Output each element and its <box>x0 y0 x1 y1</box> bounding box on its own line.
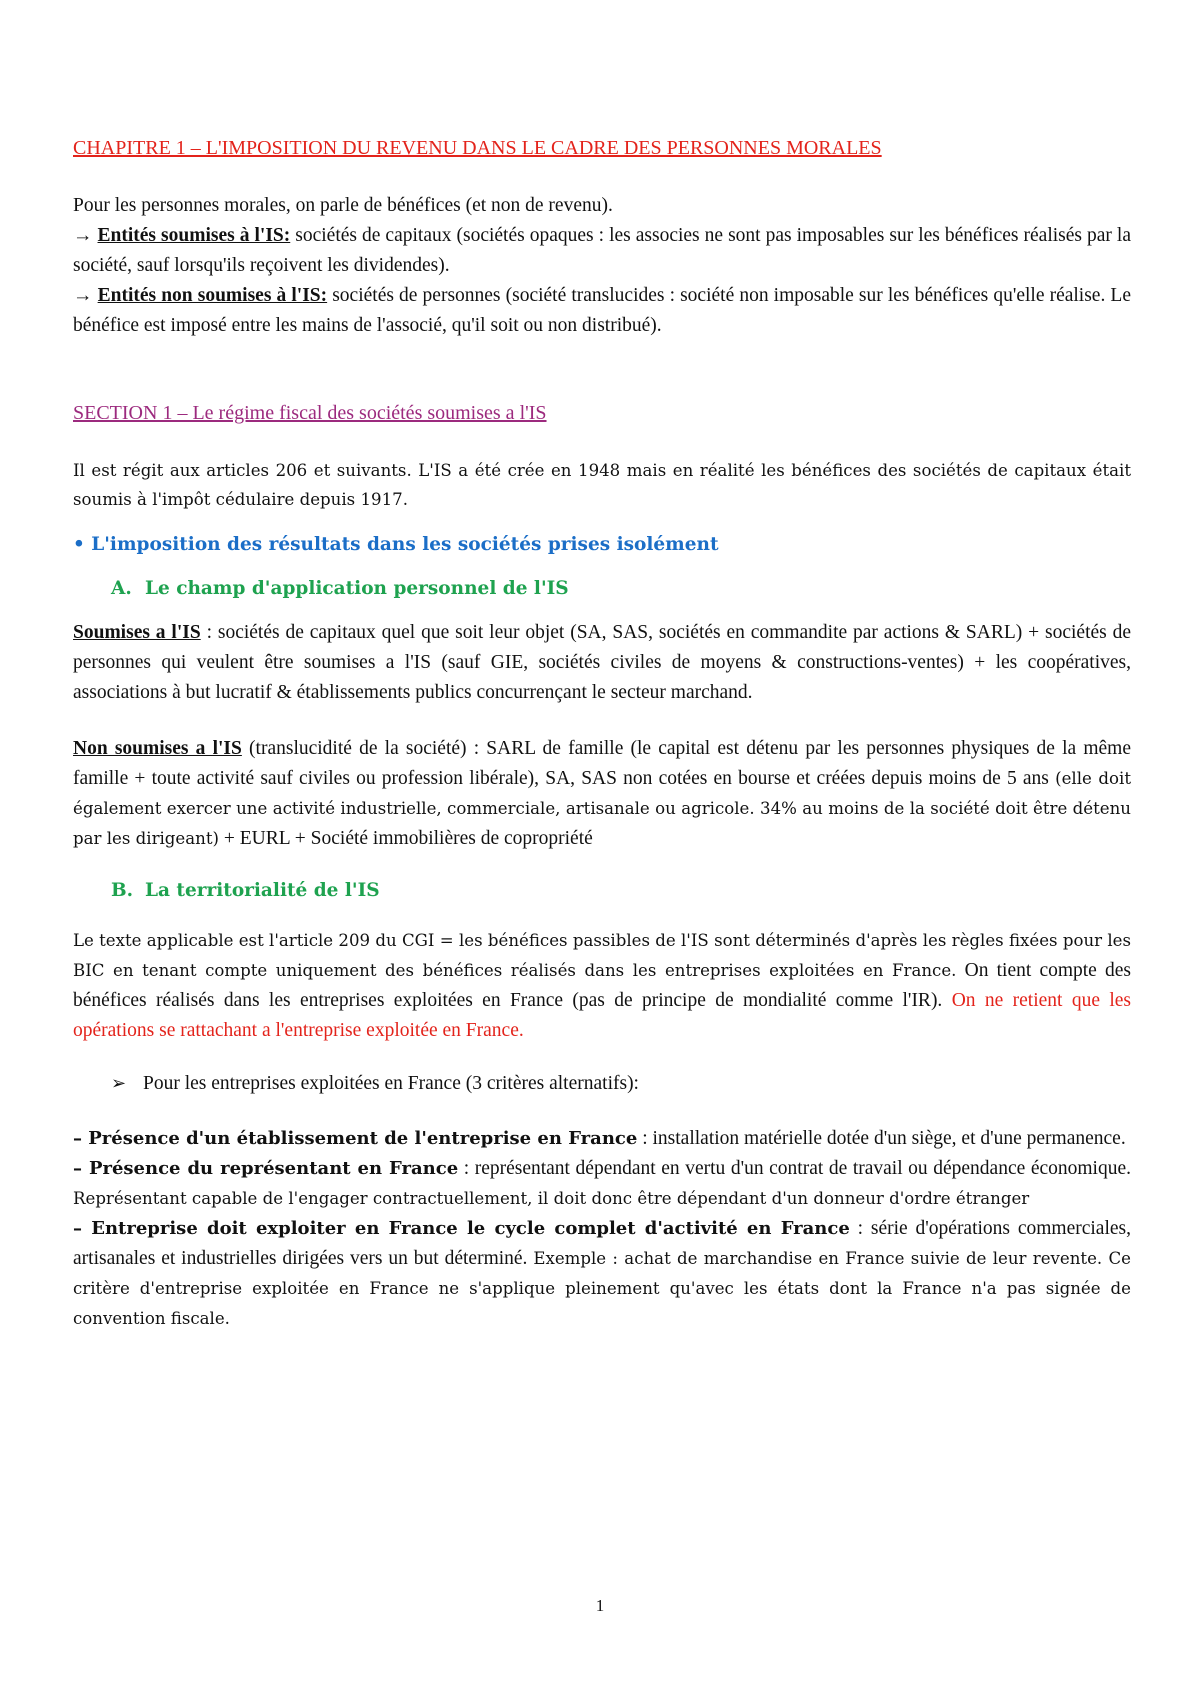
intro-soumises <box>73 221 1131 281</box>
intro-non-soumises <box>73 281 1131 341</box>
subA-non-text2: (elle doit également exercer une activité industrielle, commerciale, artisanale ou agricole. 34% au moins de la société doit être détenu par les dirigeant) <box>73 769 1131 848</box>
bullet-heading: • L'imposition des résultats dans les sociétés prises isolément <box>73 534 719 555</box>
subsection-a-title <box>73 576 1131 602</box>
subA-non-label: Non soumises a l'IS <box>73 738 242 759</box>
subsection-a-letter: A. <box>111 578 132 599</box>
criterion-3-text: : série d'opérations commerciales, artisanales et industrielles dirigées vers un but déterminé. <box>73 1218 1131 1269</box>
arrow-list-item <box>73 1070 1131 1098</box>
arrow-icon: → <box>73 225 93 246</box>
subA-non-text3: + EURL + Société immobilières de copropriété <box>218 828 593 849</box>
chapter-title: CHAPITRE 1 – L'IMPOSITION DU REVENU DANS LE CADRE DES PERSONNES MORALES <box>73 137 882 159</box>
non-soumises-label: Entités non soumises à l'IS: <box>97 285 328 306</box>
subB-p1: Le texte applicable est l'article 209 du CGI = les bénéfices passibles de l'IS sont déterminés d'après les règles fixées pour les BIC en tenant compte uniquement des bénéfices réalisés dans les entreprises exploitées en France. <box>73 931 1131 980</box>
criterion-2 <box>73 1154 1131 1214</box>
criterion-2-label: – Présence du représentant en France <box>73 1158 459 1179</box>
subB-p2-red: On ne retient que les opérations se rattachant a l'entreprise exploitée en France. <box>73 990 1131 1041</box>
soumises-label: Entités soumises à l'IS: <box>97 225 291 246</box>
criterion-1-label: – Présence d'un établissement de l'entreprise en France <box>73 1128 638 1149</box>
criterion-1-text: : installation matérielle dotée d'un siège, et d'une permanence. <box>637 1128 1126 1149</box>
document-body <box>73 136 1131 1334</box>
criterion-2-text: : représentant dépendant en vertu d'un contrat de travail ou dépendance économique. <box>458 1158 1132 1179</box>
soumises-text: sociétés de capitaux (sociétés opaques : les associes ne sont pas imposables sur les bénéfices réalisés par la société, sauf lorsqu'ils reçoivent les dividendes). <box>73 225 1131 276</box>
criterion-2-small: Représentant capable de l'engager contractuellement, il doit donc être dépendant d'un donneur d'ordre étranger <box>73 1189 1030 1208</box>
section-intro: Il est régit aux articles 206 et suivants. L'IS a été crée en 1948 mais en réalité les bénéfices des sociétés de capitaux était soumis à l'impôt cédulaire depuis 1917. <box>73 461 1131 509</box>
arrow-list-text: Pour les entreprises exploitées en France (3 critères alternatifs): <box>143 1073 639 1094</box>
subB-paragraph <box>73 926 1131 1046</box>
intro-line: Pour les personnes morales, on parle de bénéfices (et non de revenu). <box>73 195 613 216</box>
subB-p2: On tient compte des bénéfices réalisés dans les entreprises exploitées en France (pas de principe de mondialité comme l'IR). <box>73 960 1131 1011</box>
criterion-1 <box>73 1124 1131 1154</box>
criterion-3 <box>73 1214 1131 1334</box>
subsection-a-text: Le champ d'application personnel de l'IS <box>145 578 569 599</box>
subA-soumises-text: : sociétés de capitaux quel que soit leur objet (SA, SAS, sociétés en commandite par actions & SARL) + sociétés de personnes qui veulent être soumises a l'IS (sauf GIE, sociétés civiles de moyens & constructions-ventes) + les coopératives, associations à but lucratif & établissements publics concurrençant le secteur marchand. <box>73 622 1132 703</box>
arrowhead-icon: ➢ <box>111 1073 127 1094</box>
arrow-icon: → <box>73 285 93 306</box>
page-number: 1 <box>595 1596 605 1615</box>
criterion-3-small: Exemple : achat de marchandise en France suivie de leur revente. Ce critère d'entreprise exploitée en France ne s'applique pleinement qu'avec les états dont la France n'a pas signée de convention fiscale. <box>73 1249 1132 1328</box>
subA-soumises-label: Soumises a l'IS <box>73 622 201 643</box>
criterion-3-label: – Entreprise doit exploiter en France le cycle complet d'activité en France <box>73 1218 850 1239</box>
subsection-b-text: La territorialité de l'IS <box>145 880 380 901</box>
subA-non-text1: (translucidité de la société) : SARL de famille (le capital est détenu par les personnes physiques de la même famille + toute activité sauf civiles ou profession libérale), SA, SAS non cotées en bourse et créées depuis moins de 5 ans <box>73 738 1132 789</box>
subsection-b-letter: B. <box>111 880 134 901</box>
non-soumises-text: sociétés de personnes (société translucides : société non imposable sur les bénéfices qu'elle réalise. Le bénéfice est imposé entre les mains de l'associé, qu'il soit ou non distribué). <box>73 285 1131 336</box>
subsection-b-title <box>73 878 1131 904</box>
subA-non-soumises-paragraph <box>73 734 1131 854</box>
subA-soumises-paragraph <box>73 618 1131 708</box>
section-title: SECTION 1 – Le régime fiscal des sociétés soumises a l'IS <box>73 402 547 424</box>
